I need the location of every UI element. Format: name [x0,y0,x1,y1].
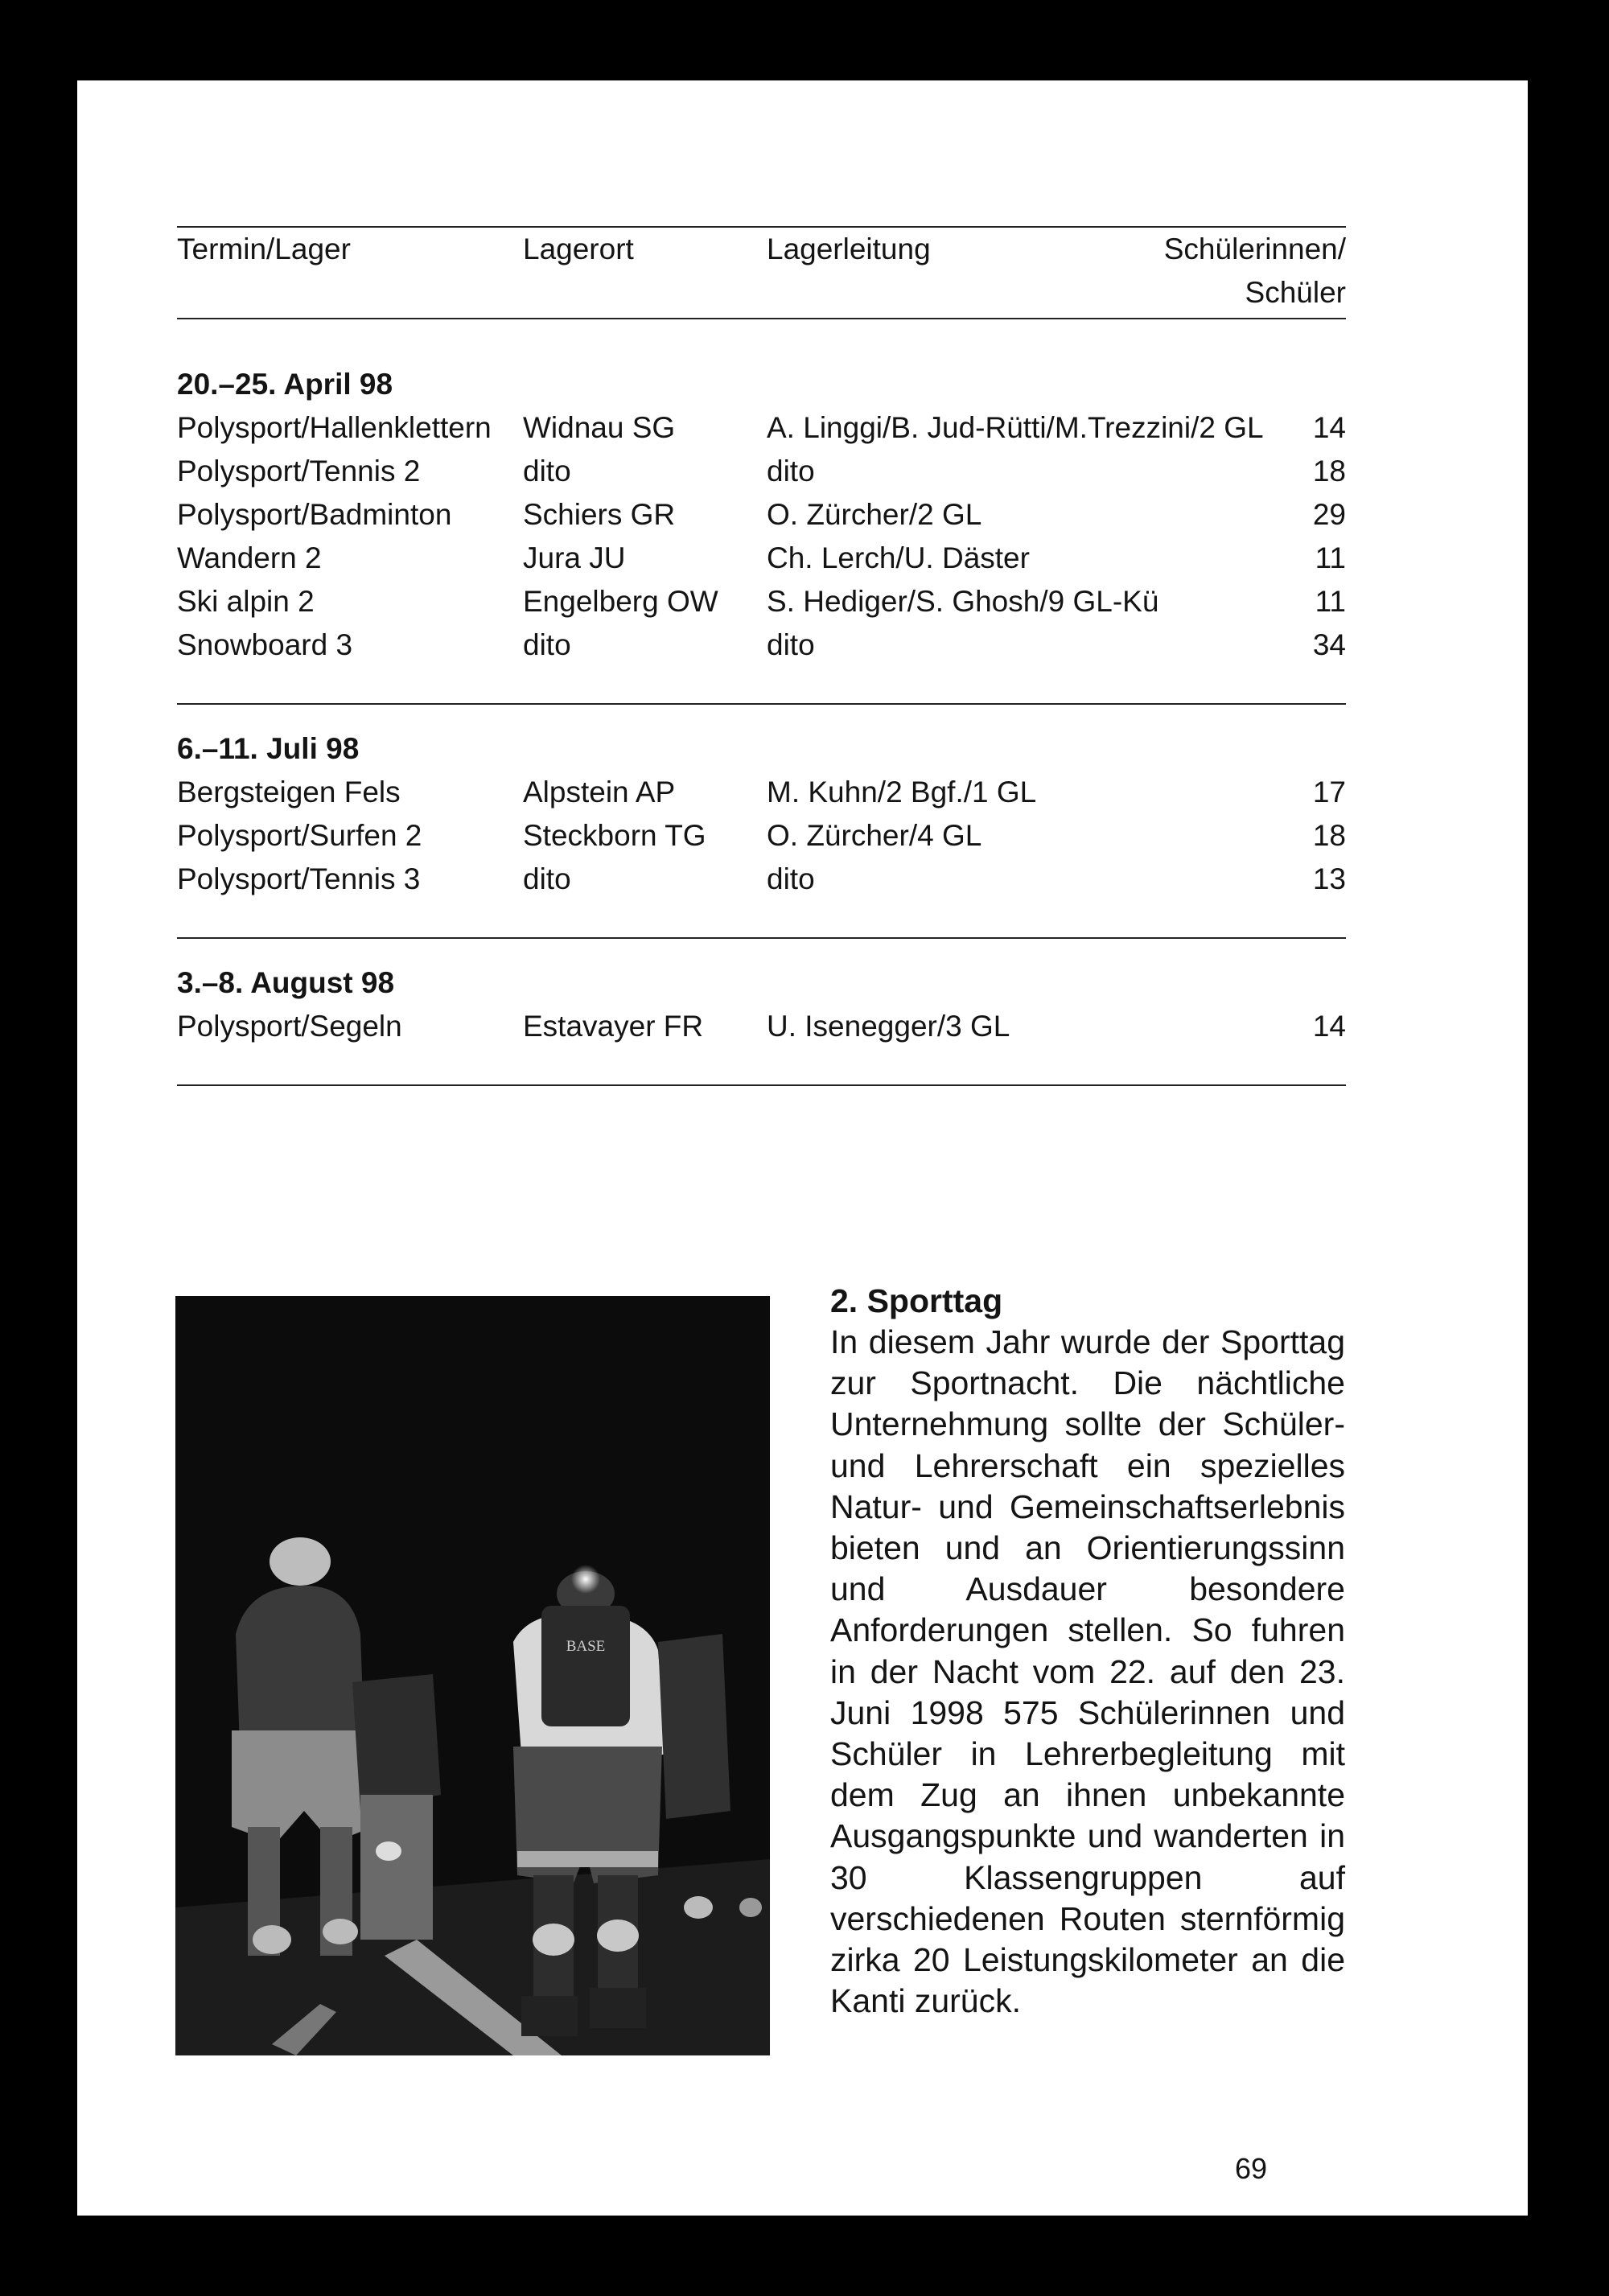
cell-anzahl: 34 [1312,628,1346,661]
header-lagerort: Lagerort [523,232,634,265]
cell-anzahl: 29 [1312,498,1346,531]
cell-lagerleitung: O. Zürcher/2 GL [767,498,982,531]
cell-lagerleitung: dito [767,862,815,895]
cell-lagerort: dito [523,862,571,895]
cell-lager: Ski alpin 2 [177,585,315,618]
cell-anzahl: 18 [1312,455,1346,488]
cell-lager: Snowboard 3 [177,628,353,661]
camp-table [177,226,1346,1086]
table-row [177,406,1346,450]
backpack [541,1606,630,1726]
table-row [177,771,1346,814]
cell-lager: Polysport/Hallenklettern [177,411,492,444]
table-row [177,493,1346,537]
cell-lagerleitung: dito [767,455,815,488]
cell-anzahl: 11 [1315,541,1346,574]
cell-lagerleitung: A. Linggi/B. Jud-Rütti/M.Trezzini/2 GL [767,411,1264,444]
table-row [177,580,1346,623]
cell-anzahl: 18 [1312,819,1346,852]
cell-lagerort: Engelberg OW [523,585,718,618]
cell-lagerort: Jura JU [523,541,626,574]
document-page [77,80,1528,2216]
cell-lager: Polysport/Tennis 3 [177,862,421,895]
cell-lagerleitung: U. Isenegger/3 GL [767,1010,1010,1043]
cell-lagerort: Widnau SG [523,411,676,444]
cell-anzahl: 14 [1312,411,1346,444]
cell-lagerort: Steckborn TG [523,819,706,852]
cell-lagerort: dito [523,455,571,488]
header-schueler [1164,228,1346,315]
cell-anzahl: 13 [1312,862,1346,895]
cell-lager: Polysport/Surfen 2 [177,819,422,852]
cell-lager: Wandern 2 [177,541,322,574]
table-groups [177,319,1346,1086]
table-row [177,814,1346,858]
cell-lagerleitung: Ch. Lerch/U. Däster [767,541,1030,574]
sporttag-article [830,1281,1345,2022]
cell-lager: Polysport/Tennis 2 [177,455,421,488]
group-title: 6.–11. Juli 98 [177,732,360,765]
group-title: 20.–25. April 98 [177,368,393,401]
night-skaters-photo [175,1296,770,2055]
table-row [177,623,1346,667]
table-row [177,537,1346,580]
cell-lagerleitung: S. Hediger/S. Ghosh/9 GL-Kü [767,585,1159,618]
article-body: In diesem Jahr wurde der Sporttag zur Sportnacht. Die nächtliche Unternehmung sollte der Schüler- und Lehrerschaft ein spezielles Natur- und Gemeinschaftserlebnis bieten und an Orientierungssinn und Ausdauer besondere Anforderungen stellen. So fuhren in der Nacht vom 22. auf den 23. Juni 1998 575 Schülerinnen und Schüler in Lehrerbegleitung mit dem Zug an ihnen unbekannte Ausgangspunkte und wanderten in 30 Klassengruppen auf verschiedenen Routen sternförmig zirka 20 Leistungskilometer an die Kanti zurück. [830,1323,1345,2020]
backpack-label: BASE [566,1638,606,1655]
header-schueler-line2: Schüler [1245,276,1346,309]
cell-lagerort: dito [523,628,571,661]
header-lagerleitung: Lagerleitung [767,232,931,265]
table-row [177,858,1346,901]
header-schueler-line1: Schülerinnen/ [1163,232,1346,265]
cell-anzahl: 14 [1312,1010,1346,1043]
header-termin: Termin/Lager [177,232,351,265]
headlamp-glow [571,1565,600,1594]
cell-lager: Bergsteigen Fels [177,776,401,809]
table-header [177,228,1346,318]
cell-lagerleitung: M. Kuhn/2 Bgf./1 GL [767,776,1037,809]
cell-lagerort: Schiers GR [523,498,676,531]
cell-anzahl: 17 [1312,776,1346,809]
group-title: 3.–8. August 98 [177,966,395,999]
cell-lagerort: Alpstein AP [523,776,676,809]
table-row [177,1005,1346,1048]
cell-lagerleitung: dito [767,628,815,661]
page-number: 69 [1234,2152,1267,2185]
group-rule [177,1084,1346,1086]
cell-lager: Polysport/Segeln [177,1010,402,1043]
cell-lager: Polysport/Badminton [177,498,452,531]
cell-anzahl: 11 [1315,585,1346,618]
cell-lagerleitung: O. Zürcher/4 GL [767,819,982,852]
table-row [177,450,1346,493]
cell-lagerort: Estavayer FR [523,1010,704,1043]
article-heading: 2. Sporttag [830,1282,1003,1319]
